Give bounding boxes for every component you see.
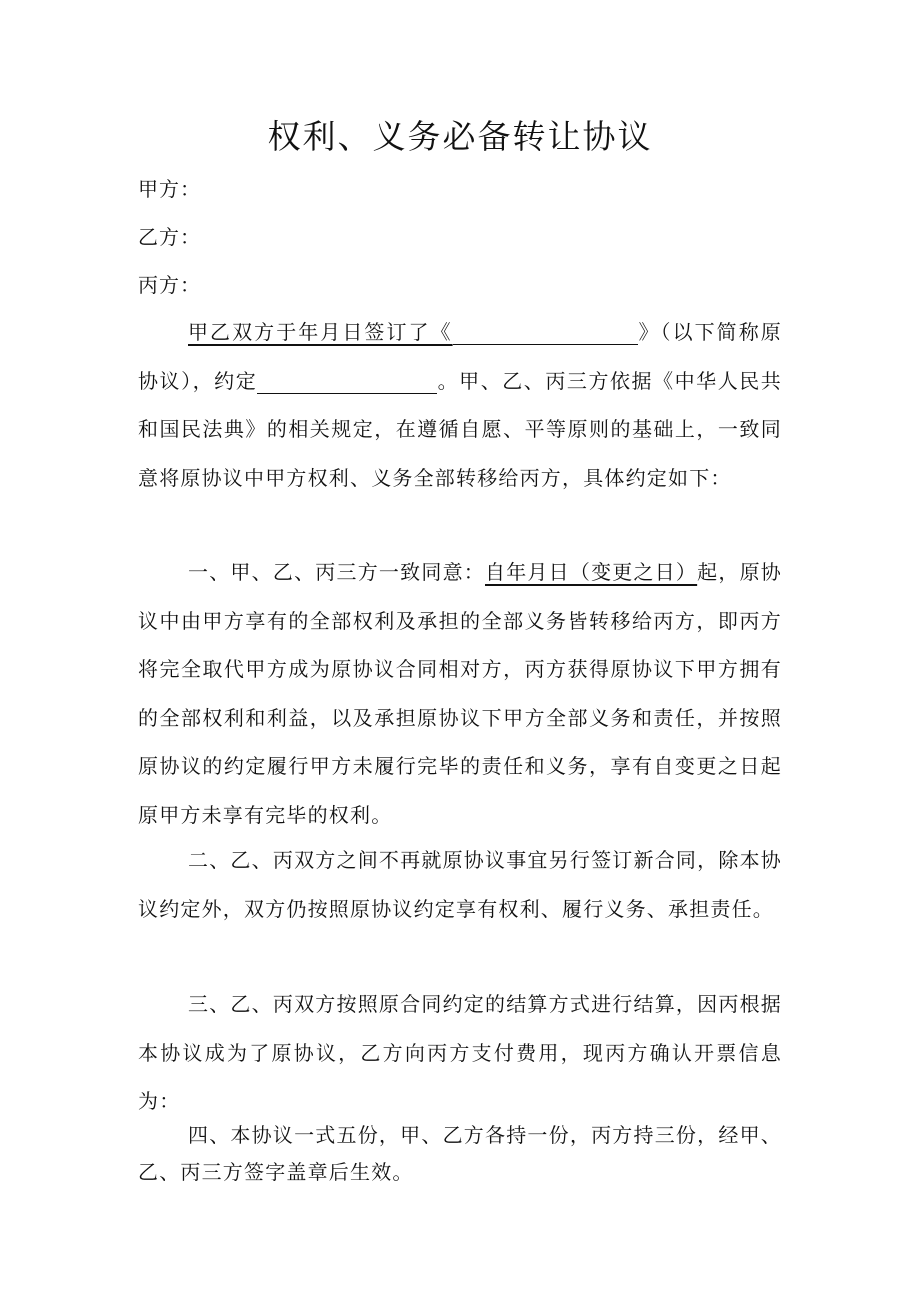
clause-1-body: 起，原协议中由甲方享有的全部权利及承担的全部义务皆转移给丙方，即丙方将完全取代甲方成为原协议合同相对方，丙方获得原协议下甲方拥有的全部权利和利益，以及承担原协议下甲方全部义务和责任，并按照原协议的约定履行甲方未履行完毕的责任和义务，享有自变更之日起原甲方未享有完毕的权利。 <box>138 560 782 827</box>
party-a-label: 甲方： <box>138 177 201 201</box>
agreement-terms-blank <box>257 365 437 394</box>
intro-paragraph <box>138 308 782 502</box>
intro-basis: 。甲、乙、丙三方依据《中华人民共和国民法典》的相关规定，在遵循自愿、平等原则的基础上，一致同意将原协议中甲方权利、义务全部转移给丙方，具体约定如下： <box>138 368 783 490</box>
document-title: 权利、义务必备转让协议 <box>267 117 653 156</box>
clause-4: 四、本协议一式五份，甲、乙方各持一份，丙方持三份，经甲、乙、丙三方签字盖章后生效。 <box>138 1123 782 1184</box>
intro-sign-date: 甲乙双方于年月日签订了《 <box>188 320 453 344</box>
clause-3: 三、乙、丙双方按照原合同约定的结算方式进行结算，因丙根据本协议成为了原协议，乙方向丙方支付费用，现丙方确认开票信息为： <box>138 992 782 1113</box>
clause-1-change-date: 自年月日（变更之日） <box>485 560 698 584</box>
party-b-label: 乙方： <box>138 225 201 249</box>
original-agreement-title-blank <box>453 316 638 345</box>
clause-1 <box>138 548 782 839</box>
clause-1-lead: 一、甲、乙、丙三方一致同意： <box>188 560 485 584</box>
clause-2: 二、乙、丙双方之间不再就原协议事宜另行签订新合同，除本协议约定外，双方仍按照原协议约定享有权利、履行义务、承担责任。 <box>138 848 782 921</box>
intro-reference: 》（以下简称原协议），约定 <box>138 320 782 393</box>
party-c-label: 丙方： <box>138 273 201 297</box>
